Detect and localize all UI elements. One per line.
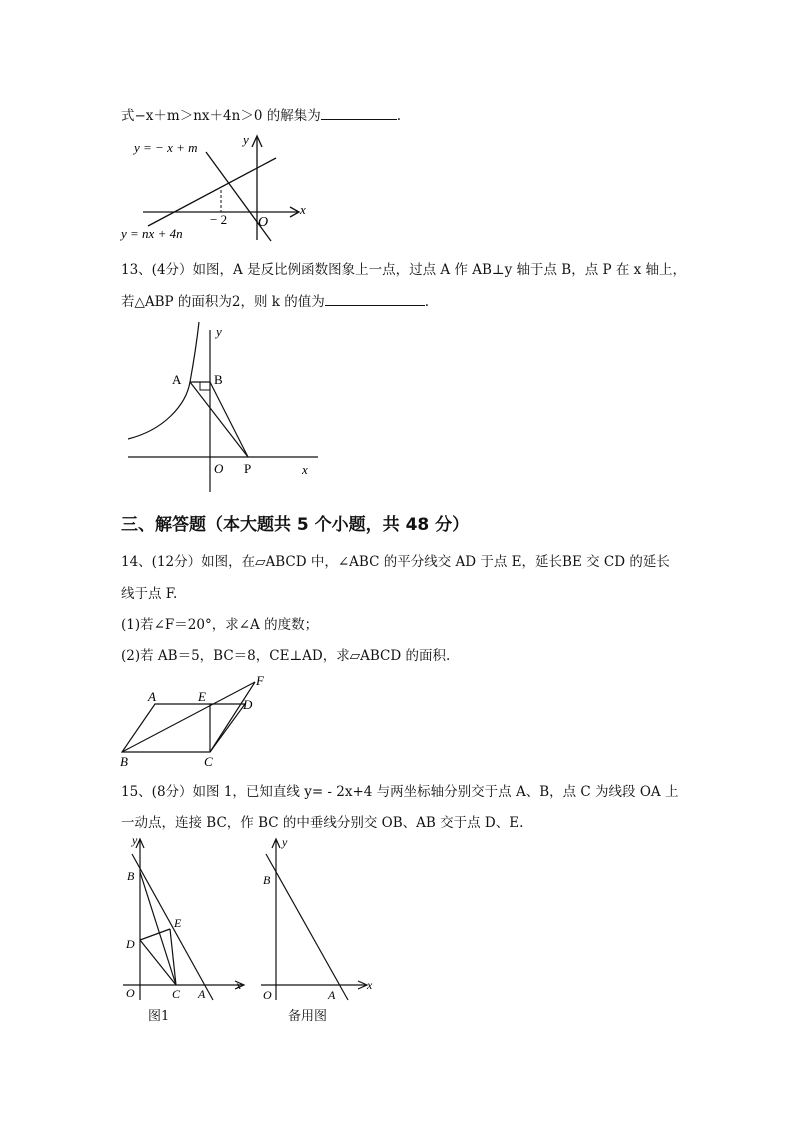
- q13-label-x: x: [302, 462, 308, 477]
- q15-fig1-label-B: B: [127, 869, 135, 883]
- q15-figure2: [256, 832, 386, 1012]
- q12-y-label: y: [243, 132, 249, 147]
- q12-answer-blank[interactable]: [321, 105, 397, 120]
- q12-inequality-text: 式−x＋m＞nx＋4n＞0 的解集为: [121, 108, 321, 124]
- q12-figure: [118, 128, 318, 244]
- section-3-heading: 三、解答题（本大题共 5 个小题，共 48 分）: [121, 515, 470, 535]
- q13-segment-AP: [190, 382, 248, 457]
- q14-label-B: B: [120, 754, 128, 769]
- q13-label-P: P: [244, 461, 252, 476]
- q15-fig1-caption: 图1: [148, 1009, 170, 1024]
- q13-right-angle-mark-icon: [200, 382, 210, 390]
- q15-fig2-label-O: O: [263, 988, 272, 1002]
- q15-text-line2: 一动点，连接 BC，作 BC 的中垂线分别交 OB、AB 交于点 D、E.: [121, 815, 524, 831]
- q14-label-A: A: [148, 689, 156, 704]
- q13-answer-blank[interactable]: [325, 291, 425, 306]
- q12-origin-label: O: [258, 215, 269, 230]
- q14-label-C: C: [204, 754, 213, 769]
- q14-figure: [118, 672, 288, 770]
- q15-figure1: [118, 832, 258, 1012]
- q13-hyperbola-curve: [128, 322, 199, 439]
- q14-label-F: F: [256, 673, 264, 688]
- q15-fig1-segment-DC: [140, 940, 176, 985]
- q14-part1: (1)若∠F＝20°，求∠A 的度数；: [121, 617, 319, 633]
- q15-fig1-label-E: E: [174, 916, 182, 930]
- q15-fig1-label-y: y: [132, 833, 138, 847]
- q14-text-line1: 14、(12分）如图，在▱ABCD 中，∠ABC 的平分线交 AD 于点 E，延长BE 交 CD 的延长: [121, 554, 670, 570]
- q15-fig2-caption: 备用图: [288, 1009, 328, 1024]
- q14-text-line2: 线于点 F.: [121, 586, 178, 602]
- q15-fig1-label-D: D: [126, 937, 135, 951]
- q13-end: .: [424, 294, 430, 310]
- q15-fig2-label-B: B: [263, 873, 271, 887]
- q12-label-line1: y = − x + m: [134, 140, 198, 155]
- q14-line-CF: [210, 682, 255, 752]
- q15-fig2-label-x: x: [367, 978, 373, 992]
- q13-text-line1: 13、(4分）如图，A 是反比例函数图象上一点，过点 A 作 AB⊥y 轴于点 B，点 P 在 x 轴上，: [121, 262, 687, 278]
- q15-fig2-label-A: A: [328, 988, 336, 1002]
- q12-x-label: x: [300, 202, 306, 217]
- q14-part2: (2)若 AB＝5，BC＝8，CE⊥AD，求▱ABCD 的面积.: [121, 648, 451, 664]
- q13-figure: [124, 320, 324, 496]
- q13-question-text: 若△ABP 的面积为2，则 k 的值为: [121, 294, 325, 310]
- q15-fig1-label-O: O: [126, 986, 135, 1000]
- q13-label-A: A: [172, 372, 182, 387]
- q15-fig1-line-AB: [132, 854, 213, 1000]
- q14-label-D: D: [243, 697, 253, 712]
- q13-label-y: y: [216, 324, 222, 339]
- q15-fig1-segment-BC: [140, 872, 176, 985]
- q14-parallelogram-ABCD: [122, 704, 245, 752]
- q12-end: .: [396, 108, 401, 124]
- q14-label-E: E: [198, 689, 206, 704]
- q13-segment-BP: [210, 382, 248, 457]
- q15-fig1-segment-DE: [140, 929, 170, 940]
- q15-fig1-label-x: x: [236, 978, 242, 992]
- q15-fig2-label-y: y: [282, 835, 288, 849]
- q13-text-line2: [121, 290, 429, 310]
- q12-label-line2: y = nx + 4n: [121, 226, 183, 241]
- q15-fig1-label-C: C: [172, 987, 181, 1001]
- q15-text-line1: 15、(8分）如图 1，已知直线 y= - 2x+4 与两坐标轴分别交于点 A、B，点 C 为线段 OA 上: [121, 784, 679, 800]
- q12-tick-label: − 2: [210, 212, 228, 227]
- q13-label-B: B: [214, 372, 223, 387]
- q15-fig1-label-A: A: [198, 987, 206, 1001]
- q15-fig2-line-AB: [266, 854, 348, 1000]
- q13-label-O: O: [214, 461, 224, 476]
- q12-text-line: [121, 104, 401, 124]
